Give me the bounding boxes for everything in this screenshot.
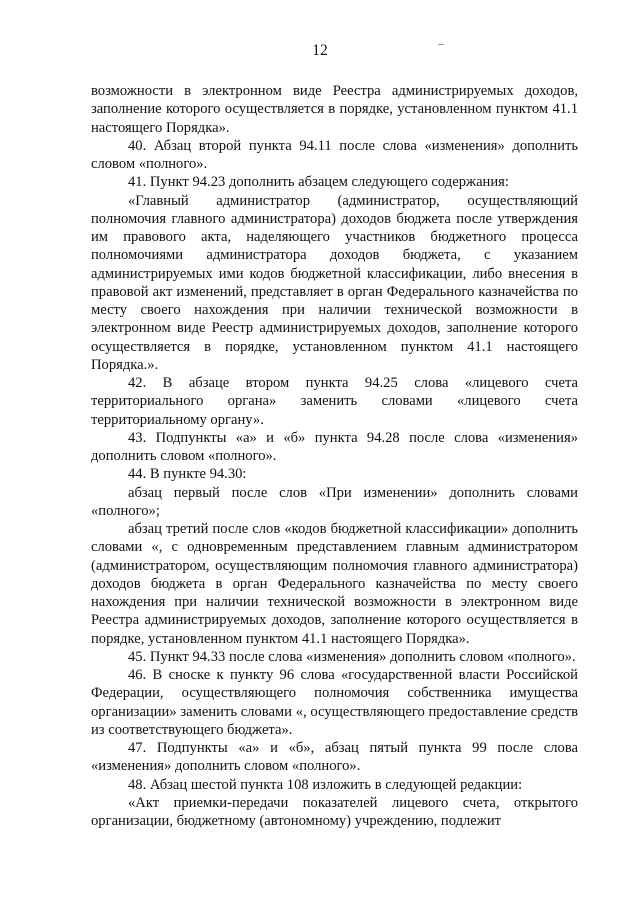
- paragraph-item-44: 44. В пункте 94.30:: [128, 466, 247, 483]
- paragraph-quote-108: «Акт приемки-передачи показателей лицевого счета, открытого организации, бюджетному (автономному) учреждению, подлежит: [91, 794, 578, 829]
- paragraph-item-40: 40. Абзац второй пункта 94.11 после слова «изменения» дополнить словом «полного».: [91, 137, 578, 172]
- paragraph-item-48: 48. Абзац шестой пункта 108 изложить в следующей редакции:: [128, 776, 523, 793]
- paragraph-item-42: 42. В абзаце втором пункта 94.25 слова «лицевого счета территориального органа» заменить словами «лицевого счета территориальному органу».: [91, 375, 578, 428]
- paragraph-item-47: 47. Подпункты «а» и «б», абзац пятый пункта 99 после слова «изменения» дополнить словом «полного».: [91, 740, 578, 775]
- paragraph-item-44-third: абзац третий после слов «кодов бюджетной классификации» дополнить словами «, с одновременным представлением главным администратором (администратором, осуществляющим полномочия главного администратора) доходов бюджета в орган Федерального казначейства по месту своего нахождения при наличии технической возможности в электронном виде Реестра администрируемых доходов, заполнение которого осуществляется в порядке, установленном пунктом 41.1 настоящего Порядка».: [91, 521, 578, 647]
- paragraph-item-41: 41. Пункт 94.23 дополнить абзацем следующего содержания:: [128, 174, 509, 191]
- page-number: 12: [312, 42, 328, 59]
- paragraph-quote-94-23: «Главный администратор (администратор, осуществляющий полномочия главного администратора) доходов бюджета после утверждения им правового акта, наделяющего участников бюджетного процесса полномочиями администратора доходов бюджета, с указанием администрируемых ими кодов бюджетной классификации, либо внесения в правовой акт изменений, представляет в орган Федерального казначейства по месту своего нахождения при наличии технической возможности в электронном виде Реестр администрируемых доходов, заполнение которого осуществляется в порядке, установленном пунктом 41.1 настоящего Порядка.».: [91, 192, 578, 373]
- paragraph-item-45: 45. Пункт 94.33 после слова «изменения» дополнить словом «полного».: [128, 648, 576, 665]
- paragraph-item-46: 46. В сноске к пункту 96 слова «государственной власти Российской Федерации, осуществляющего полномочия собственника имущества организации» заменить словами «, осуществляющего предоставление средств из соответствующего бюджета».: [91, 667, 578, 738]
- document-body: [91, 82, 578, 830]
- paragraph-continuation: возможности в электронном виде Реестра администрируемых доходов, заполнение которого осуществляется в порядке, установленном пунктом 41.1 настоящего Порядка».: [91, 83, 578, 136]
- paragraph-item-43: 43. Подпункты «а» и «б» пункта 94.28 после слова «изменения» дополнить словом «полного».: [91, 429, 578, 464]
- paragraph-item-44-first: абзац первый после слов «При изменении» дополнить словами «полного»;: [91, 484, 578, 519]
